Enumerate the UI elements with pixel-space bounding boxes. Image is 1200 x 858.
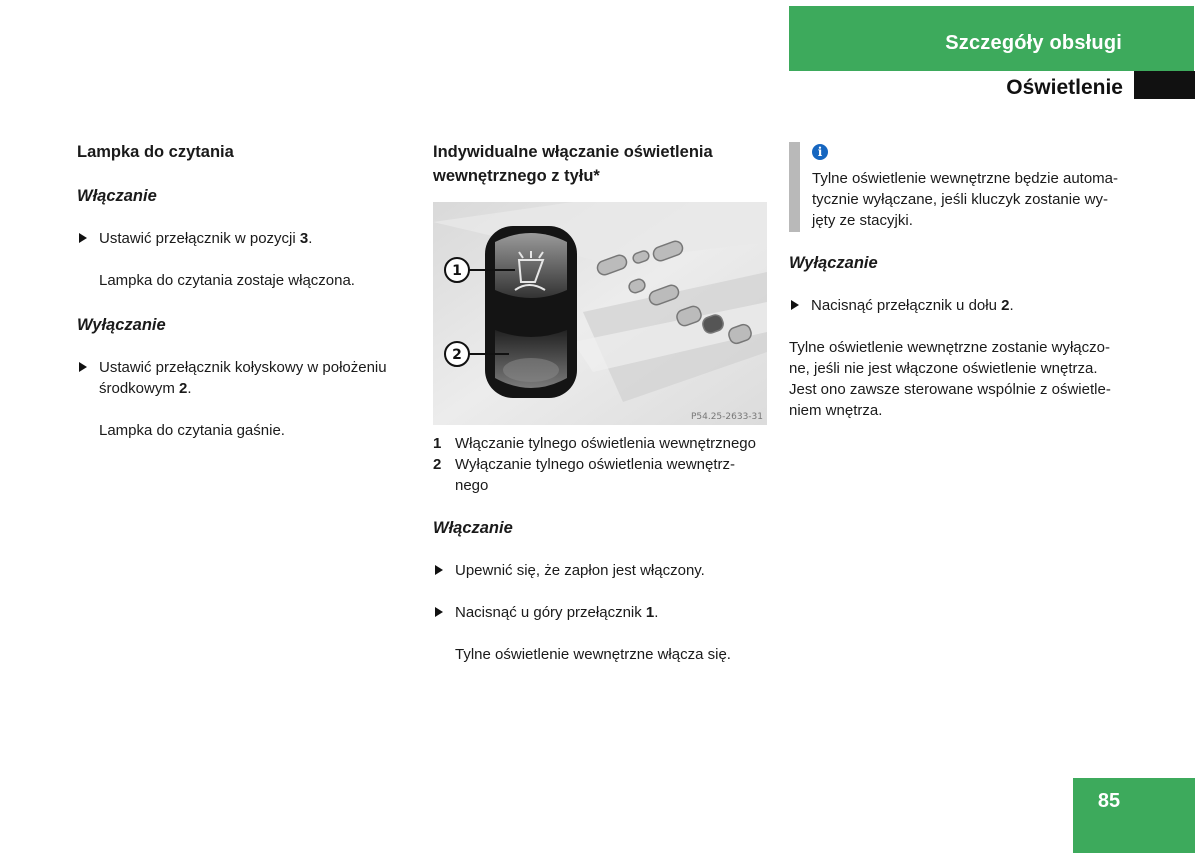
step-end: . bbox=[187, 380, 192, 397]
step-arrow-icon bbox=[435, 565, 443, 575]
info-note bbox=[789, 140, 1130, 231]
info-icon: i bbox=[812, 144, 828, 160]
step-result: Lampka do czytania zostaje włączona. bbox=[99, 272, 355, 289]
step-position: 2 bbox=[1001, 297, 1010, 314]
page-number-box bbox=[1073, 778, 1195, 853]
instruction-step bbox=[77, 357, 407, 399]
switch-photo-drawing bbox=[433, 202, 767, 425]
legend-number: 2 bbox=[433, 456, 442, 473]
note-text: Tylne oświetlenie wewnętrzne będzie automa-tycznie wyłączane, jeśli kluczyk zostanie wy-jęty ze stacyjki. bbox=[812, 170, 1118, 229]
instruction-step bbox=[789, 295, 1129, 316]
on-subheading: Włączanie bbox=[433, 519, 513, 537]
figure-legend bbox=[433, 433, 773, 496]
step-position: 1 bbox=[645, 604, 655, 621]
instruction-step bbox=[433, 602, 773, 623]
step-text: Nacisnąć u góry przełącznik bbox=[455, 604, 646, 621]
step-arrow-icon bbox=[435, 607, 443, 617]
step-arrow-icon bbox=[791, 300, 799, 310]
legend-text: Wyłączanie tylnego oświetlenia wewnętrz-nego bbox=[455, 456, 735, 494]
on-subheading: Włączanie bbox=[77, 187, 157, 205]
step-arrow-icon bbox=[79, 233, 87, 243]
column-notes bbox=[789, 140, 1129, 421]
rear-lighting-heading: Indywidualne włączanie oświetlenia wewnętrznego z tyłu* bbox=[433, 143, 713, 185]
step-end: . bbox=[654, 604, 659, 621]
callout-2-label: 2 bbox=[452, 347, 462, 363]
step-text: Upewnić się, że zapłon jest włączony. bbox=[455, 562, 705, 579]
section-title: Szczegóły obsługi bbox=[945, 32, 1122, 54]
instruction-step bbox=[77, 228, 407, 249]
figure-code: P54.25-2633-31 bbox=[690, 412, 763, 422]
subtitle-marker bbox=[1134, 71, 1195, 99]
off-subheading: Wyłączanie bbox=[77, 316, 166, 334]
step-text: Nacisnąć przełącznik u dołu bbox=[811, 297, 1002, 314]
page-subtitle: Oświetlenie bbox=[1006, 76, 1123, 99]
legend-number: 1 bbox=[433, 435, 442, 452]
step-result: Lampka do czytania gaśnie. bbox=[99, 422, 285, 439]
section-header-bar bbox=[789, 6, 1194, 71]
step-position: 3 bbox=[299, 230, 309, 247]
body-paragraph: Tylne oświetlenie wewnętrzne zostanie wyłączo-ne, jeśli nie jest włączone oświetlenie wnętrza. Jest ono zawsze sterowane wspólnie z oświetle-niem wnętrza. bbox=[789, 339, 1111, 419]
switch-illustration bbox=[433, 202, 767, 425]
step-end: . bbox=[1009, 297, 1014, 314]
step-end: . bbox=[308, 230, 313, 247]
step-text: Ustawić przełącznik kołyskowy w położeniu środkowym bbox=[99, 359, 387, 397]
column-rear-lighting bbox=[433, 140, 773, 663]
step-result: Tylne oświetlenie wewnętrzne włącza się. bbox=[455, 646, 731, 663]
step-position: 2 bbox=[179, 380, 188, 397]
page-number: 85 bbox=[1097, 790, 1121, 812]
column-reading-lamp bbox=[77, 140, 407, 441]
legend-item bbox=[433, 454, 755, 496]
off-subheading: Wyłączanie bbox=[789, 254, 878, 272]
reading-lamp-heading: Lampka do czytania bbox=[77, 143, 234, 161]
legend-text: Włączanie tylnego oświetlenia wewnętrznego bbox=[455, 435, 756, 452]
legend-item bbox=[433, 433, 773, 454]
note-bar bbox=[789, 142, 800, 232]
step-arrow-icon bbox=[79, 362, 87, 372]
instruction-step bbox=[433, 560, 773, 581]
step-text: Ustawić przełącznik w pozycji bbox=[99, 230, 300, 247]
callout-1-label: 1 bbox=[452, 263, 462, 279]
